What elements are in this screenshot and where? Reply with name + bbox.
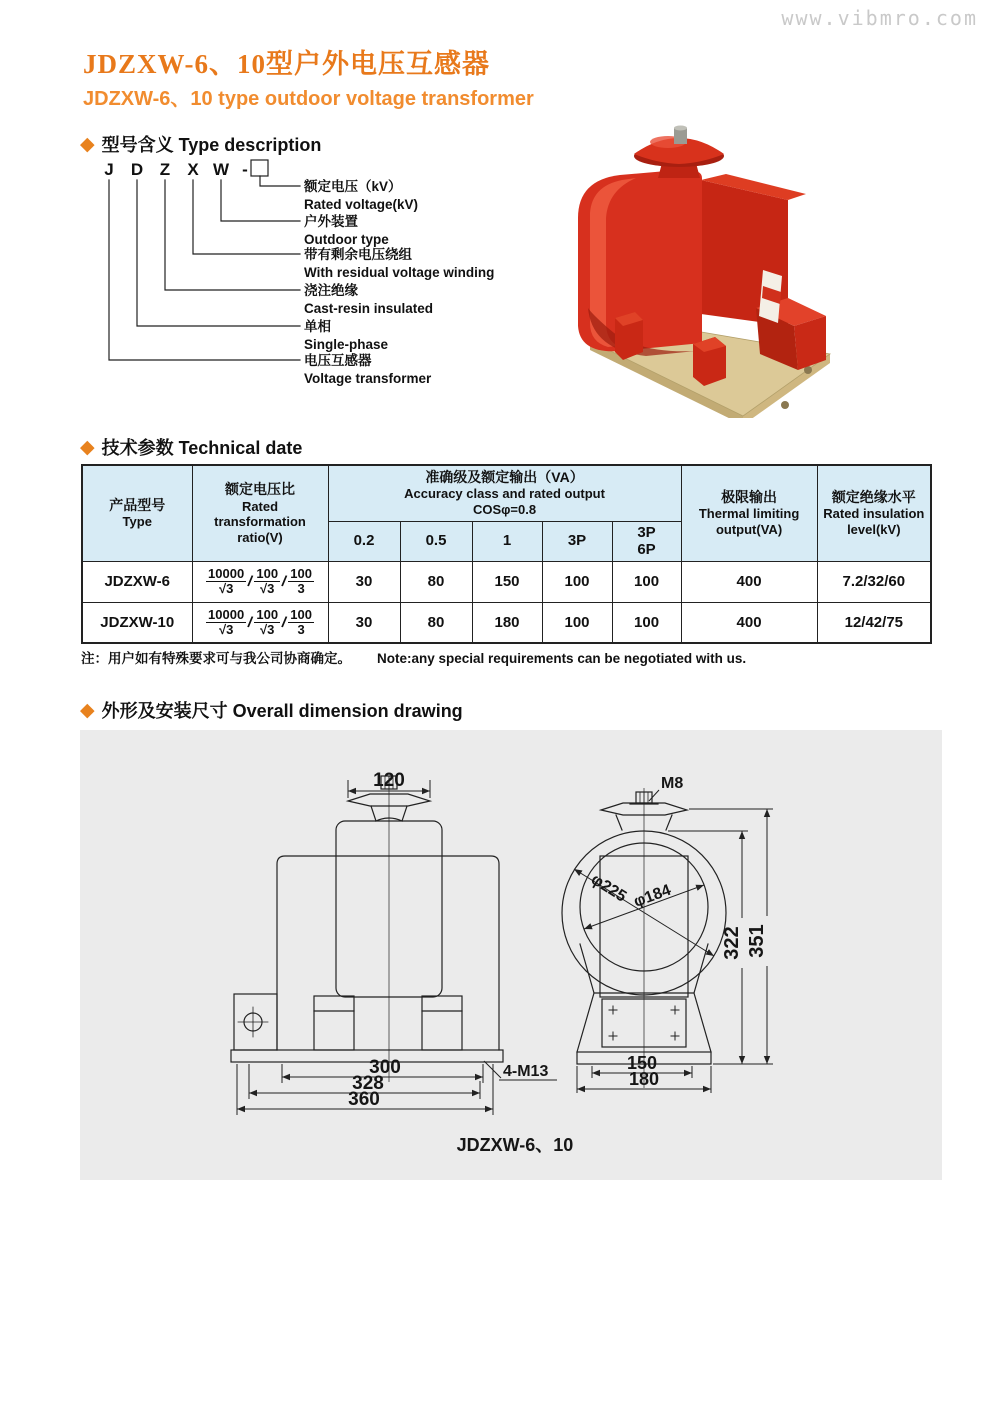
dim-351: 351 bbox=[746, 924, 768, 958]
header-text-zh: 额定电压比 bbox=[225, 481, 295, 498]
dimension-drawing-panel bbox=[80, 730, 942, 1180]
header-text-zh: 准确级及额定输出（VA） bbox=[425, 468, 584, 485]
cell-value: 150 bbox=[472, 561, 542, 602]
type-letter-d: D bbox=[130, 160, 144, 179]
cell-ratio: $\frac{10000}{√3}$ / $\frac{100}{√3}$ / $\frac{100}{3}$ bbox=[192, 561, 328, 602]
cell-value: 7.2/32/60 bbox=[817, 561, 931, 602]
dim-d184: φ184 bbox=[631, 881, 674, 911]
type-label-zh: 带有剩余电压绕组 bbox=[304, 247, 412, 262]
col-header-class-02: 0.2 bbox=[328, 521, 400, 561]
type-label-zh: 额定电压（kV） bbox=[304, 179, 402, 194]
note-zh: 注：用户如有特殊要求可与我公司协商确定。 bbox=[81, 651, 351, 666]
page-subtitle: JDZXW-6、10 type outdoor voltage transformer bbox=[83, 88, 534, 110]
cell-ratio: $\frac{10000}{√3}$ / $\frac{100}{√3}$ / $\frac{100}{3}$ bbox=[192, 602, 328, 643]
cell-value: 400 bbox=[681, 561, 817, 602]
ratio-fraction: $\frac{100}{√3}$ bbox=[256, 607, 279, 637]
header-text-en: Rated insulation level(kV) bbox=[823, 506, 925, 537]
cell-value: 400 bbox=[681, 602, 817, 643]
diamond-icon: ◆ bbox=[80, 699, 95, 721]
cell-value: 100 bbox=[542, 602, 612, 643]
ratio-fraction: $\frac{10000}{√3}$ bbox=[208, 607, 245, 637]
bolt-hole bbox=[781, 401, 789, 409]
dim-180: 180 bbox=[628, 1069, 660, 1089]
header-text: 6P bbox=[637, 541, 656, 558]
page-title: JDZXW-6、10型户外电压互感器 bbox=[83, 49, 490, 79]
header-text-cos: COSφ=0.8 bbox=[472, 502, 537, 517]
header-text-zh: 极限输出 bbox=[721, 488, 778, 505]
header-text: 3P bbox=[637, 523, 656, 541]
header-text-en: Thermal limiting output(VA) bbox=[698, 506, 800, 537]
type-letter-w: W bbox=[212, 160, 230, 179]
section-heading-technical-data bbox=[80, 434, 302, 460]
col-header-class-05: 0.5 bbox=[400, 521, 472, 561]
type-label-zh: 单相 bbox=[304, 319, 331, 334]
label-sticker bbox=[759, 270, 782, 323]
type-label-en: Single-phase bbox=[304, 337, 389, 352]
cell-value: 100 bbox=[542, 561, 612, 602]
type-label-zh: 电压互感器 bbox=[304, 353, 372, 368]
col-header-class-3p: 3P bbox=[542, 521, 612, 561]
type-letter-z: Z bbox=[159, 160, 171, 179]
type-label-en: With residual voltage winding bbox=[304, 265, 495, 280]
drawing-caption: JDZXW-6、10 bbox=[456, 1135, 574, 1155]
type-letter-x: X bbox=[187, 160, 199, 179]
col-header-type bbox=[82, 465, 192, 561]
front-view bbox=[231, 770, 557, 1115]
dim-120: 120 bbox=[373, 770, 405, 791]
dim-360: 360 bbox=[348, 1089, 380, 1110]
side-view bbox=[562, 775, 773, 1093]
cell-value: 30 bbox=[328, 561, 400, 602]
cell-value: 180 bbox=[472, 602, 542, 643]
col-header-accuracy-group bbox=[328, 465, 681, 521]
table-row-jdzxw10 bbox=[82, 602, 931, 643]
cell-value: 80 bbox=[400, 602, 472, 643]
type-label-en: Rated voltage(kV) bbox=[304, 197, 419, 212]
section-title: 外形及安装尺寸 Overall dimension drawing bbox=[101, 701, 463, 721]
col-header-insulation-level bbox=[817, 465, 931, 561]
diamond-icon: ◆ bbox=[80, 133, 95, 155]
cell-value: 100 bbox=[612, 561, 681, 602]
type-label-en: Voltage transformer bbox=[304, 371, 432, 386]
terminal-bolt bbox=[674, 126, 687, 145]
dim-328: 328 bbox=[352, 1073, 384, 1094]
col-header-thermal-output bbox=[681, 465, 817, 561]
diamond-icon: ◆ bbox=[80, 436, 95, 458]
cell-type: JDZXW-6 bbox=[82, 561, 192, 602]
col-header-ratio bbox=[192, 465, 328, 561]
type-label-en: Outdoor type bbox=[304, 232, 389, 247]
ratio-fraction: $\frac{10000}{√3}$ bbox=[208, 566, 245, 596]
type-label-en: Cast-resin insulated bbox=[304, 301, 434, 316]
dim-4m13: 4-M13 bbox=[503, 1063, 549, 1080]
ratio-fraction: $\frac{100}{3}$ bbox=[290, 607, 312, 637]
type-label-zh: 户外装置 bbox=[304, 214, 358, 229]
header-text-zh: 额定绝缘水平 bbox=[831, 488, 916, 505]
col-header-class-1: 1 bbox=[472, 521, 542, 561]
type-code-letters bbox=[104, 160, 268, 179]
section-heading-dimension-drawing bbox=[80, 697, 463, 723]
cell-value: 80 bbox=[400, 561, 472, 602]
header-text-en: Accuracy class and rated output bbox=[404, 486, 605, 502]
dim-322: 322 bbox=[721, 926, 743, 960]
table-note bbox=[81, 647, 746, 667]
dim-m8: M8 bbox=[661, 775, 684, 792]
dim-d225: φ225 bbox=[587, 870, 630, 906]
table-row-jdzxw6 bbox=[82, 561, 931, 602]
type-labels bbox=[303, 178, 494, 386]
header-text-en: Type bbox=[122, 514, 152, 530]
dimension-drawing bbox=[80, 730, 942, 1180]
type-letter-hyphen: - bbox=[242, 160, 248, 179]
type-connector-lines bbox=[109, 176, 300, 360]
cell-type: JDZXW-10 bbox=[82, 602, 192, 643]
dim-150: 150 bbox=[626, 1053, 658, 1073]
header-text-en: Rated transformation ratio(V) bbox=[214, 498, 306, 545]
type-label-zh: 浇注绝缘 bbox=[304, 283, 358, 298]
section-title: 技术参数 Technical date bbox=[101, 438, 303, 458]
ratio-fraction: $\frac{100}{√3}$ bbox=[256, 566, 279, 596]
note-en: Note:any special requirements can be negotiated with us. bbox=[377, 651, 747, 666]
spec-table bbox=[81, 464, 932, 644]
cell-value: 30 bbox=[328, 602, 400, 643]
product-photo bbox=[556, 118, 856, 418]
col-header-class-3p6p bbox=[612, 521, 681, 561]
type-letter-j: J bbox=[104, 160, 114, 179]
cell-value: 12/42/75 bbox=[817, 602, 931, 643]
section-title: 型号含义 Type description bbox=[101, 135, 322, 155]
dim-300: 300 bbox=[369, 1057, 401, 1078]
watermark: www.vibmro.com bbox=[781, 6, 978, 30]
ratio-fraction: $\frac{100}{3}$ bbox=[290, 566, 312, 596]
type-rating-box bbox=[251, 160, 268, 176]
cell-value: 100 bbox=[612, 602, 681, 643]
header-text-zh: 产品型号 bbox=[109, 496, 166, 513]
type-code-diagram bbox=[83, 153, 553, 395]
